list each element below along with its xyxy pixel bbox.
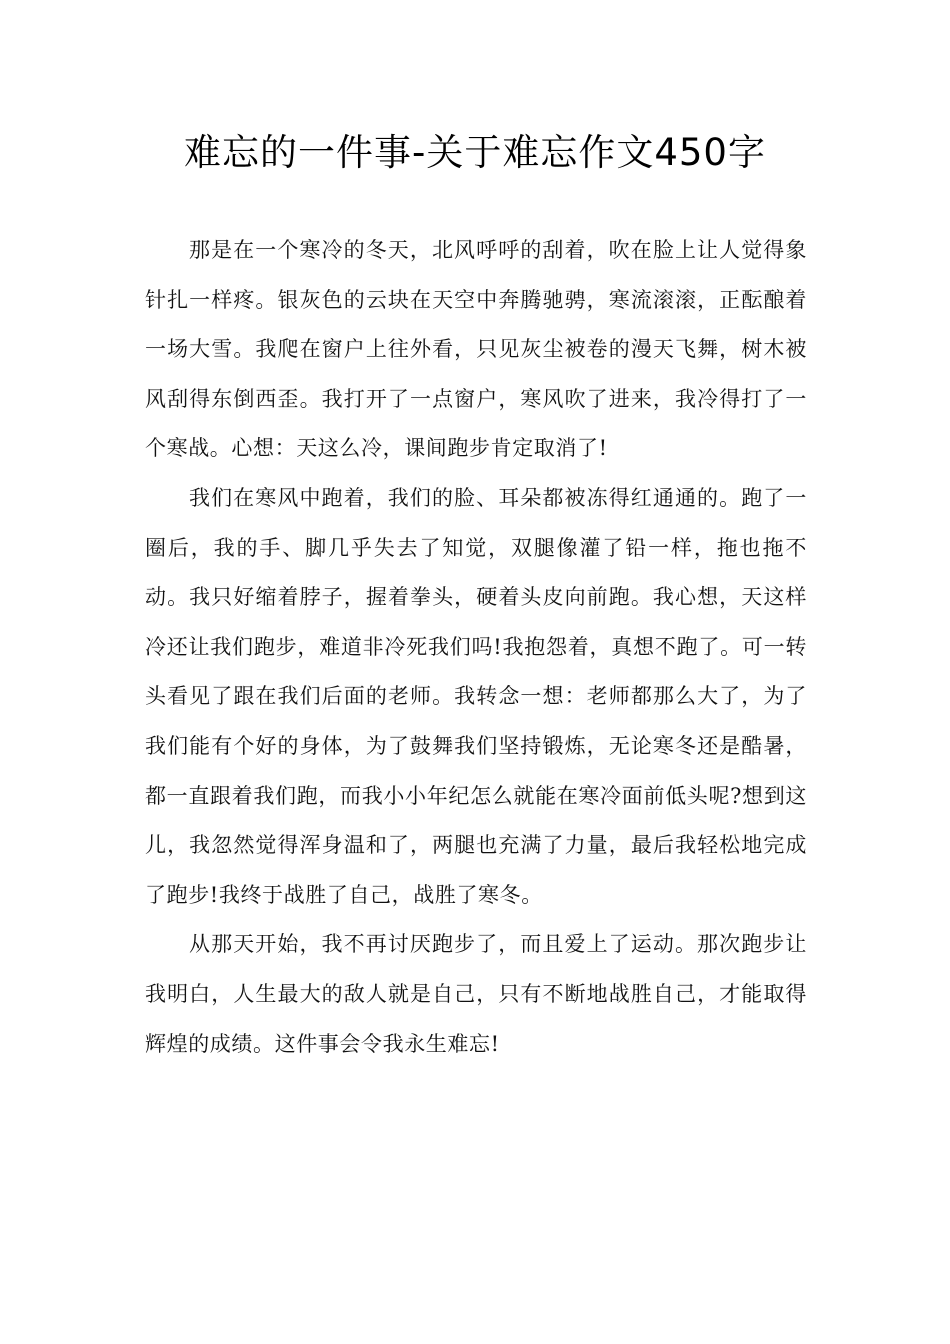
document-body [145, 226, 807, 1069]
paragraph-3: 从那天开始，我不再讨厌跑步了，而且爱上了运动。那次跑步让我明白，人生最大的敌人就是自己，只有不断地战胜自己，才能取得辉煌的成绩。这件事会令我永生难忘! [145, 932, 807, 1056]
paragraph-1: 那是在一个寒冷的冬天，北风呼呼的刮着，吹在脸上让人觉得象针扎一样疼。银灰色的云块在天空中奔腾驰骋，寒流滚滚，正酝酿着一场大雪。我爬在窗户上往外看，只见灰尘被卷的漫天飞舞，树木被风刮得东倒西歪。我打开了一点窗户，寒风吹了进来，我冷得打了一个寒战。心想：天这么冷，课间跑步肯定取消了! [145, 238, 807, 461]
document-title: 难忘的一件事-关于难忘作文450字 [184, 131, 766, 174]
paragraph-2: 我们在寒风中跑着，我们的脸、耳朵都被冻得红通通的。跑了一圈后，我的手、脚几乎失去了知觉，双腿像灌了铅一样，拖也拖不动。我只好缩着脖子，握着拳头，硬着头皮向前跑。我心想，天这样冷还让我们跑步，难道非冷死我们吗!我抱怨着，真想不跑了。可一转头看见了跟在我们后面的老师。我转念一想：老师都那么大了，为了我们能有个好的身体，为了鼓舞我们坚持锻炼，无论寒冬还是酷暑，都一直跟着我们跑，而我小小年纪怎么就能在寒冷面前低头呢?想到这儿，我忽然觉得浑身温和了，两腿也充满了力量，最后我轻松地完成了跑步!我终于战胜了自己，战胜了寒冬。 [145, 485, 807, 907]
